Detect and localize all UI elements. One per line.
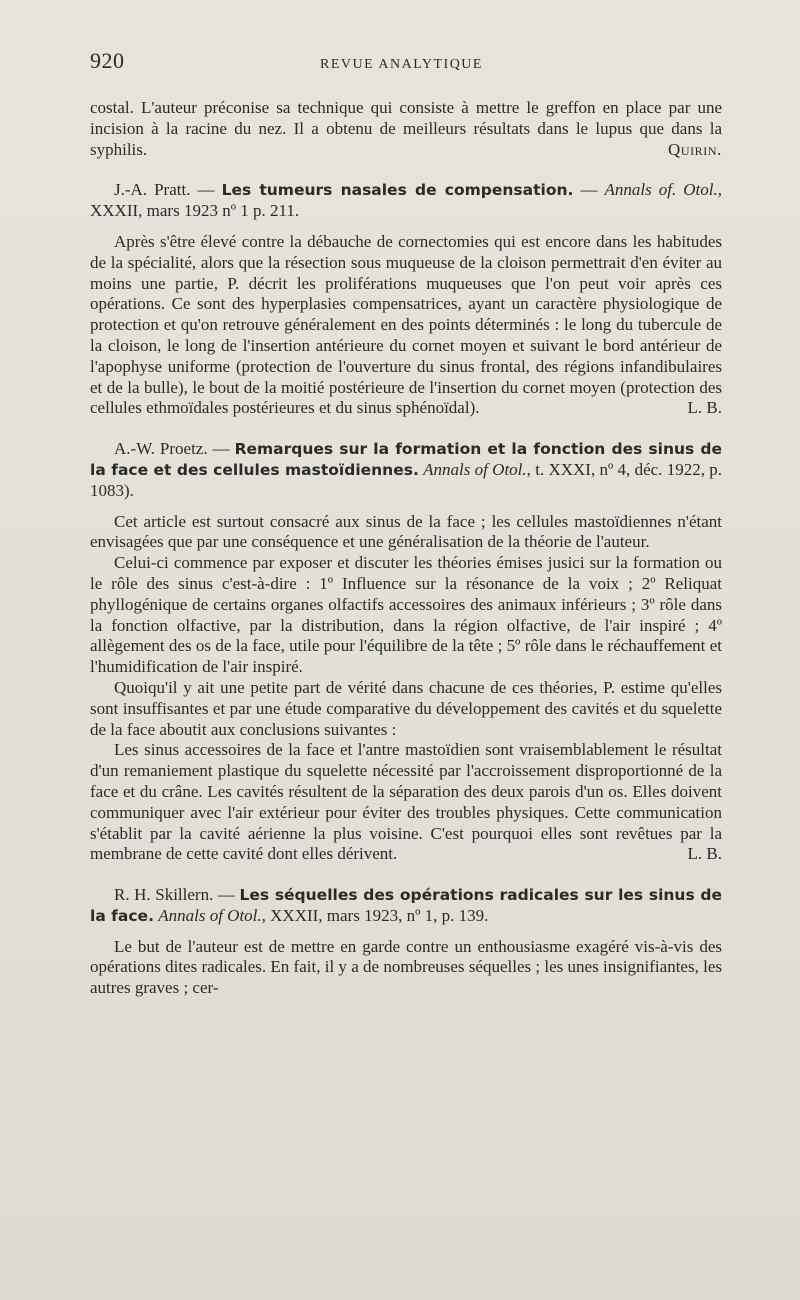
entry-author: A.-W. Proetz.	[114, 439, 208, 459]
continuation-paragraph	[90, 98, 722, 160]
entry-paragraph	[90, 740, 722, 865]
page-header	[90, 48, 722, 88]
entry-paragraph-text: Après s'être élevé contre la débauche de cornectomies qui est encore dans les habitudes de la spécialité, alors que la résection sous muqueuse de la cloison permettrait d'en éviter au moins une partie, P. décrit les proliférations muqueuses que l'on peut voir après ces opérations. Ce sont des hyperplasies compensatrices, ayant un caractère physiologique de protection et qu'on retrouve généralement en des points déterminés : le long du tubercule de la cloison, le long de l'insertion antérieure du cornet moyen et suivant le bord antérieur de l'apophyse uniforme (protection de l'ouverture du sinus frontal, des régions infandibulaires et de la bulle), le bout de la moitié postérieure de l'insertion du cornet moyen (protection des cellules ethmoïdales postérieures et du sinus sphénoïdal).	[90, 231, 722, 418]
entry-dash: —	[190, 180, 222, 200]
page-number: 920	[90, 48, 125, 73]
entry-signature: L. B.	[687, 398, 722, 418]
entry-heading	[90, 885, 722, 927]
entry-dash: —	[207, 439, 235, 459]
entry-paragraph	[90, 232, 722, 419]
continuation-block	[90, 98, 722, 160]
entry-journal: Annals of. Otol.	[604, 180, 718, 200]
entry-paragraph-text: Les sinus accessoires de la face et l'antre mastoïdien sont vraisemblablement le résultat d'un remaniement plastique du squelette nécessité par l'accroissement disproportionné de la face et du crâne. Les cavités résultent de la séparation des deux parois d'un os. Elles doivent communiquer avec l'air extérieur pour éviter des troubles physiques. Cette communication s'établit par la cavité aérienne la plus voisine. C'est pourquoi elles sont revêtues par la membrane de cette cavité dont elles dérivent.	[90, 740, 722, 864]
continuation-signature: Quirin.	[667, 139, 722, 159]
entry-journal: Annals of Otol.	[158, 905, 262, 925]
entry-paragraph	[90, 937, 722, 999]
entry-citation: , XXXII, mars 1923 nº 1 p. 211.	[90, 180, 723, 221]
entry-paragraph	[90, 678, 722, 740]
entry-citation: , t. XXXI, nº 4, déc. 1922, p. 1083).	[90, 459, 723, 500]
entry-author: R. H. Skillern.	[114, 885, 214, 905]
review-entry	[90, 439, 722, 865]
entry-signature: L. B.	[687, 844, 722, 864]
review-entry	[90, 180, 722, 419]
entry-heading	[90, 180, 722, 222]
entry-author: J.-A. Pratt.	[114, 180, 191, 200]
entry-paragraph	[90, 553, 722, 678]
entry-dash: —	[213, 885, 240, 905]
entry-citation: , XXXII, mars 1923, nº 1, p. 139.	[261, 905, 489, 925]
entry-dash: —	[573, 180, 605, 200]
entry-paragraph-text: Quoiqu'il y ait une petite part de vérité dans chacune de ces théories, P. estime qu'elles sont insuffisantes et par une étude comparative du développement des cavités et du squelette de la face aboutit aux conclusions suivantes :	[90, 677, 722, 739]
running-head: REVUE ANALYTIQUE	[320, 57, 483, 72]
entry-paragraph	[90, 512, 722, 554]
continuation-text: costal. L'auteur préconise sa technique qui consiste à mettre le greffon en place par une incision à la racine du nez. Il a obtenu de meilleurs résultats dans le lupus que dans la syphilis.	[90, 98, 722, 159]
entry-title: Les tumeurs nasales de compensation.	[221, 181, 574, 200]
entry-paragraph-text: Cet article est surtout consacré aux sinus de la face ; les cellules mastoïdiennes n'étant envisagées que par une conséquence et une généralisation de la théorie de l'auteur.	[90, 511, 722, 552]
review-entry	[90, 885, 722, 999]
entry-journal: Annals of Otol.	[423, 459, 527, 479]
entry-paragraph-text: Celui-ci commence par exposer et discuter les théories émises jusici sur la formation ou le rôle des sinus c'est-à-dire : 1º Influence sur la résonance de la voix ; 2º Reliquat phyllogénique de certains organes olfactifs accessoires des animaux inférieurs ; 3º rôle dans la fonction olfactive, par la distribution, dans la région olfactive, de l'air inspiré ; 4º allègement des os de la face, utile pour l'équilibre de la tête ; 5º rôle dans le réchauffement et l'humidification de l'air inspiré.	[90, 553, 722, 677]
entry-title: Remarques sur la formation et la fonction des sinus de la face et des cellules mastoïdiennes.	[90, 440, 723, 479]
entry-title: Les séquelles des opérations radicales sur les sinus de la face.	[90, 886, 722, 925]
entry-heading	[90, 439, 722, 501]
entry-paragraph-text: Le but de l'auteur est de mettre en garde contre un enthousiasme exagéré vis-à-vis des opérations dites radicales. En fait, il y a de nombreuses séquelles ; les unes insignifiantes, les autres graves ; cer-	[90, 936, 722, 998]
